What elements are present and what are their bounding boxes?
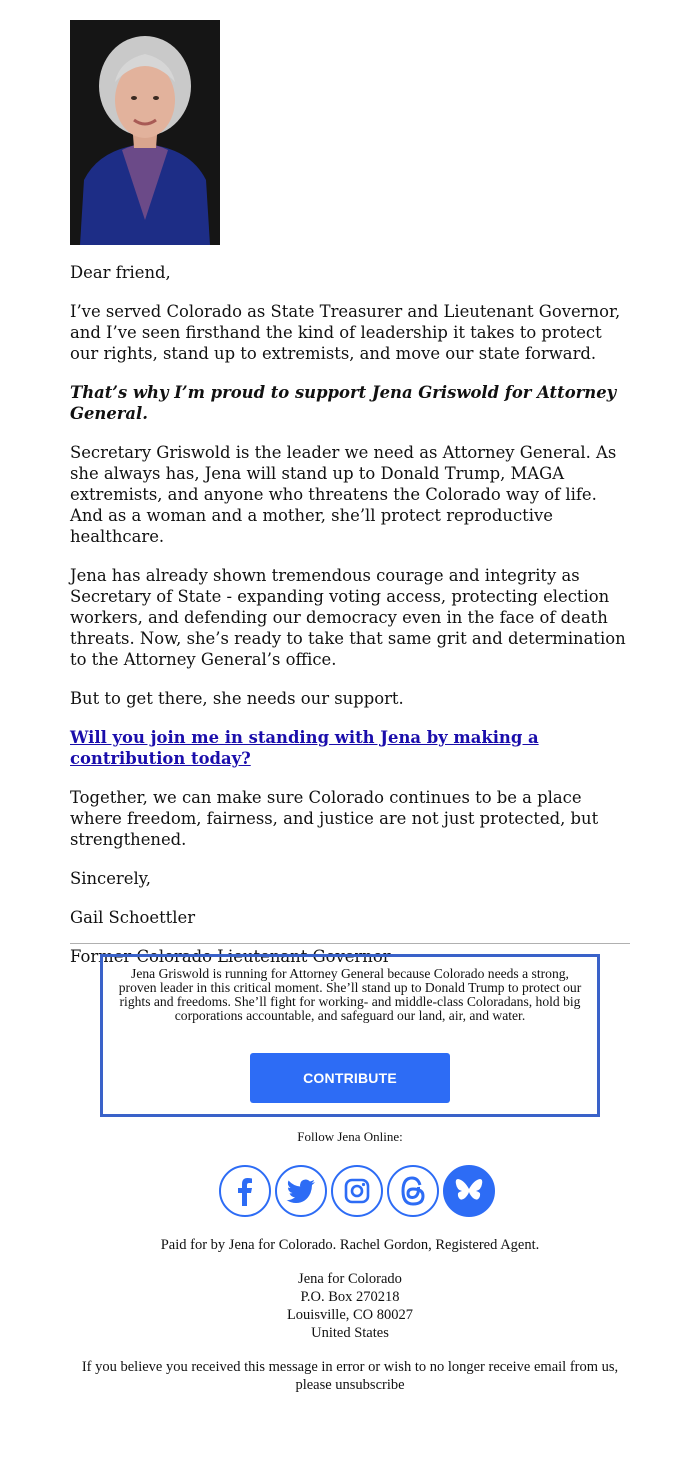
paid-for-disclaimer: Paid for by Jena for Colorado. Rachel Gordon, Registered Agent. <box>160 1237 540 1253</box>
signature: Gail Schoettler <box>70 908 196 927</box>
bluesky-icon[interactable] <box>443 1165 495 1217</box>
contribution-link[interactable]: Will you join me in standing with Jena by making a contribution today? <box>70 728 539 768</box>
unsubscribe-notice[interactable]: If you believe you received this message in error or wish to no longer receive email from us, please unsubscribe <box>81 1359 619 1393</box>
social-links <box>219 1165 495 1217</box>
paragraph-3: Jena has already shown tremendous courage and integrity as Secretary of State - expanding voting access, protecting election workers, and defending our democracy even in the face of death threats. Now, she’s ready to take that same grit and determination to the Attorney General’s office. <box>70 566 626 669</box>
contribute-box <box>100 954 600 1117</box>
paragraph-2: Secretary Griswold is the leader we need as Attorney General. As she always has, Jena will stand up to Donald Trump, MAGA extremists, and anyone who threatens the Colorado way of life. And as a woman and a mother, she’ll protect reproductive healthcare. <box>70 443 617 546</box>
mailing-address <box>70 1270 630 1342</box>
emphasis-paragraph: That’s why I’m proud to support Jena Griswold for Attorney General. <box>70 383 617 423</box>
letter-body <box>70 262 632 985</box>
address-city: Louisville, CO 80027 <box>286 1307 414 1323</box>
address-org: Jena for Colorado <box>298 1271 402 1287</box>
paragraph-1: I’ve served Colorado as State Treasurer and Lieutenant Governor, and I’ve seen firsthand the kind of leadership it takes to protect our rights, stand up to extremists, and move our state forward. <box>70 302 621 363</box>
divider <box>70 943 630 944</box>
follow-label: Follow Jena Online: <box>297 1129 403 1144</box>
paragraph-4: But to get there, she needs our support. <box>70 689 404 708</box>
instagram-icon[interactable] <box>331 1165 383 1217</box>
portrait-photo <box>70 20 220 245</box>
greeting: Dear friend, <box>70 263 171 282</box>
facebook-icon[interactable] <box>219 1165 271 1217</box>
contribute-button[interactable]: CONTRIBUTE <box>250 1053 450 1103</box>
paragraph-5: Together, we can make sure Colorado continues to be a place where freedom, fairness, and justice are not just protected, but strengthened. <box>70 788 599 849</box>
threads-icon[interactable] <box>387 1165 439 1217</box>
twitter-icon[interactable] <box>275 1165 327 1217</box>
address-po-box: P.O. Box 270218 <box>300 1289 400 1305</box>
address-country: United States <box>311 1325 389 1341</box>
box-description: Jena Griswold is running for Attorney General because Colorado needs a strong, proven leader in this critical moment. She’ll stand up to Donald Trump to protect our rights and freedoms. She’ll fight for working- and middle-class Coloradans, hold big corporations accountable, and safeguard our land, air, and water. <box>118 966 582 1023</box>
closing: Sincerely, <box>70 869 151 888</box>
signature-title: Former Colorado Lieutenant Governor <box>70 947 391 966</box>
